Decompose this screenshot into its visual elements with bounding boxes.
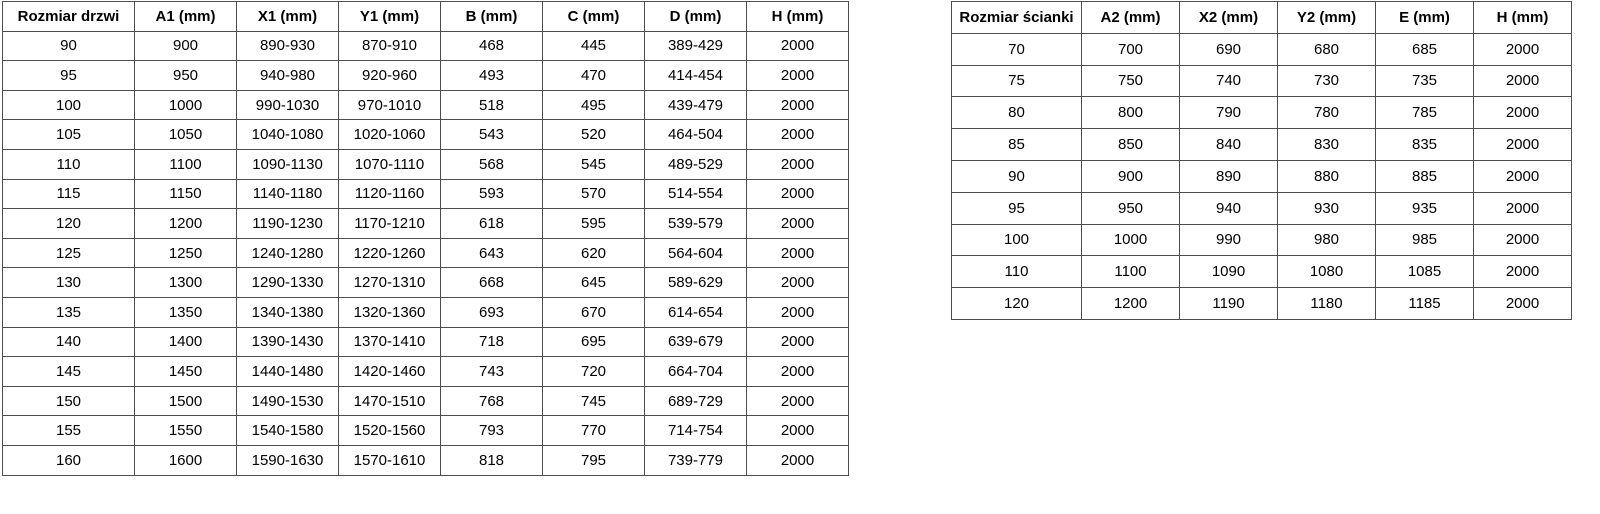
table-cell: 793	[441, 416, 543, 446]
table-cell: 785	[1376, 97, 1474, 129]
table-cell: 818	[441, 445, 543, 475]
table-cell: 930	[1278, 192, 1376, 224]
table-cell: 668	[441, 268, 543, 298]
table-cell: 514-554	[645, 179, 747, 209]
table-cell: 780	[1278, 97, 1376, 129]
table-cell: 835	[1376, 129, 1474, 161]
table-cell: 2000	[747, 149, 849, 179]
table-cell: 2000	[1474, 160, 1572, 192]
table-cell: 768	[441, 386, 543, 416]
table-cell: 2000	[1474, 33, 1572, 65]
table-cell: 790	[1180, 97, 1278, 129]
table-cell: 543	[441, 120, 543, 150]
table-row	[3, 120, 849, 150]
table-cell: 110	[3, 149, 135, 179]
column-header: C (mm)	[543, 2, 645, 32]
table-cell: 2000	[1474, 224, 1572, 256]
table-cell: 739-779	[645, 445, 747, 475]
table-cell: 90	[952, 160, 1082, 192]
table-cell: 693	[441, 297, 543, 327]
table-row	[952, 33, 1572, 65]
table-cell: 1200	[135, 209, 237, 239]
table-row	[3, 357, 849, 387]
table-cell: 689-729	[645, 386, 747, 416]
column-header: Rozmiar ścianki	[952, 2, 1082, 34]
table-cell: 1120-1160	[339, 179, 441, 209]
table-cell: 990-1030	[237, 90, 339, 120]
table-cell: 935	[1376, 192, 1474, 224]
column-header: Y1 (mm)	[339, 2, 441, 32]
table-cell: 140	[3, 327, 135, 357]
table-cell: 1190-1230	[237, 209, 339, 239]
table-cell: 115	[3, 179, 135, 209]
table-cell: 589-629	[645, 268, 747, 298]
table-cell: 1320-1360	[339, 297, 441, 327]
table-cell: 614-654	[645, 297, 747, 327]
wall-sizes-table	[951, 1, 1572, 320]
table-cell: 2000	[747, 268, 849, 298]
table-cell: 100	[952, 224, 1082, 256]
table-cell: 439-479	[645, 90, 747, 120]
table-cell: 830	[1278, 129, 1376, 161]
table-cell: 1420-1460	[339, 357, 441, 387]
table-row	[3, 179, 849, 209]
table-cell: 1300	[135, 268, 237, 298]
table-cell: 595	[543, 209, 645, 239]
table-cell: 1190	[1180, 288, 1278, 320]
table-cell: 950	[1082, 192, 1180, 224]
table-cell: 1240-1280	[237, 238, 339, 268]
table-cell: 1600	[135, 445, 237, 475]
table-cell: 2000	[747, 445, 849, 475]
table-row	[3, 209, 849, 239]
table-cell: 2000	[1474, 288, 1572, 320]
table-cell: 2000	[747, 61, 849, 91]
table-cell: 468	[441, 31, 543, 61]
table-cell: 160	[3, 445, 135, 475]
table-cell: 80	[952, 97, 1082, 129]
table-cell: 639-679	[645, 327, 747, 357]
table-cell: 664-704	[645, 357, 747, 387]
table-cell: 1450	[135, 357, 237, 387]
table-cell: 970-1010	[339, 90, 441, 120]
table-cell: 1050	[135, 120, 237, 150]
table-cell: 100	[3, 90, 135, 120]
table-cell: 1185	[1376, 288, 1474, 320]
table-cell: 1400	[135, 327, 237, 357]
table-cell: 464-504	[645, 120, 747, 150]
table-cell: 593	[441, 179, 543, 209]
table-cell: 1070-1110	[339, 149, 441, 179]
table-row	[3, 31, 849, 61]
table-cell: 1000	[1082, 224, 1180, 256]
table-cell: 70	[952, 33, 1082, 65]
table-cell: 730	[1278, 65, 1376, 97]
table-cell: 1040-1080	[237, 120, 339, 150]
table-cell: 539-579	[645, 209, 747, 239]
table-cell: 1220-1260	[339, 238, 441, 268]
table-cell: 1090	[1180, 256, 1278, 288]
table-cell: 520	[543, 120, 645, 150]
table-cell: 800	[1082, 97, 1180, 129]
table-cell: 135	[3, 297, 135, 327]
column-header: B (mm)	[441, 2, 543, 32]
table-cell: 850	[1082, 129, 1180, 161]
table-cell: 545	[543, 149, 645, 179]
table-row	[3, 268, 849, 298]
table-cell: 770	[543, 416, 645, 446]
table-cell: 2000	[747, 386, 849, 416]
column-header: X2 (mm)	[1180, 2, 1278, 34]
table-cell: 2000	[747, 297, 849, 327]
table-cell: 900	[135, 31, 237, 61]
table-cell: 495	[543, 90, 645, 120]
table-cell: 493	[441, 61, 543, 91]
table-cell: 2000	[747, 120, 849, 150]
table-cell: 564-604	[645, 238, 747, 268]
table-cell: 145	[3, 357, 135, 387]
table-row	[3, 386, 849, 416]
table-cell: 1340-1380	[237, 297, 339, 327]
table-cell: 1140-1180	[237, 179, 339, 209]
table-cell: 890	[1180, 160, 1278, 192]
table-cell: 680	[1278, 33, 1376, 65]
table-cell: 1090-1130	[237, 149, 339, 179]
table-cell: 1590-1630	[237, 445, 339, 475]
table-cell: 110	[952, 256, 1082, 288]
table-cell: 1520-1560	[339, 416, 441, 446]
table-row	[952, 256, 1572, 288]
table-cell: 2000	[1474, 129, 1572, 161]
table-cell: 1100	[135, 149, 237, 179]
table-cell: 2000	[1474, 192, 1572, 224]
table-cell: 1020-1060	[339, 120, 441, 150]
table-cell: 985	[1376, 224, 1474, 256]
table-cell: 720	[543, 357, 645, 387]
table-cell: 1350	[135, 297, 237, 327]
column-header: Y2 (mm)	[1278, 2, 1376, 34]
table-cell: 743	[441, 357, 543, 387]
table-cell: 980	[1278, 224, 1376, 256]
table-cell: 120	[952, 288, 1082, 320]
table-cell: 2000	[1474, 97, 1572, 129]
table-cell: 940	[1180, 192, 1278, 224]
table-row	[3, 416, 849, 446]
table-cell: 90	[3, 31, 135, 61]
table-cell: 670	[543, 297, 645, 327]
table-cell: 1200	[1082, 288, 1180, 320]
table-cell: 690	[1180, 33, 1278, 65]
table-cell: 718	[441, 327, 543, 357]
table-row	[952, 192, 1572, 224]
table-cell: 1170-1210	[339, 209, 441, 239]
table-cell: 1390-1430	[237, 327, 339, 357]
table-cell: 1470-1510	[339, 386, 441, 416]
table-cell: 1550	[135, 416, 237, 446]
table-row	[3, 61, 849, 91]
table-row	[952, 224, 1572, 256]
table-cell: 940-980	[237, 61, 339, 91]
table-cell: 1150	[135, 179, 237, 209]
table-row	[3, 238, 849, 268]
table-cell: 1250	[135, 238, 237, 268]
table-cell: 900	[1082, 160, 1180, 192]
door-sizes-table	[2, 1, 849, 476]
table-cell: 1370-1410	[339, 327, 441, 357]
table-cell: 620	[543, 238, 645, 268]
table-cell: 890-930	[237, 31, 339, 61]
table-cell: 2000	[1474, 256, 1572, 288]
table-cell: 570	[543, 179, 645, 209]
table-cell: 990	[1180, 224, 1278, 256]
table-row	[952, 160, 1572, 192]
column-header: E (mm)	[1376, 2, 1474, 34]
table-cell: 2000	[747, 209, 849, 239]
table-cell: 740	[1180, 65, 1278, 97]
table-cell: 1570-1610	[339, 445, 441, 475]
table-cell: 2000	[747, 31, 849, 61]
table-cell: 750	[1082, 65, 1180, 97]
table-cell: 445	[543, 31, 645, 61]
column-header: A1 (mm)	[135, 2, 237, 32]
table-cell: 125	[3, 238, 135, 268]
table-cell: 414-454	[645, 61, 747, 91]
table-cell: 75	[952, 65, 1082, 97]
table-cell: 1490-1530	[237, 386, 339, 416]
table-cell: 745	[543, 386, 645, 416]
table-cell: 840	[1180, 129, 1278, 161]
table-cell: 150	[3, 386, 135, 416]
column-header: Rozmiar drzwi	[3, 2, 135, 32]
table-cell: 2000	[747, 90, 849, 120]
table-cell: 95	[3, 61, 135, 91]
table-row	[952, 129, 1572, 161]
table-cell: 695	[543, 327, 645, 357]
table-cell: 685	[1376, 33, 1474, 65]
table-cell: 618	[441, 209, 543, 239]
column-header: A2 (mm)	[1082, 2, 1180, 34]
table-cell: 2000	[1474, 65, 1572, 97]
table-cell: 700	[1082, 33, 1180, 65]
table-cell: 950	[135, 61, 237, 91]
table-cell: 735	[1376, 65, 1474, 97]
column-header: H (mm)	[1474, 2, 1572, 34]
table-cell: 518	[441, 90, 543, 120]
table-cell: 470	[543, 61, 645, 91]
column-header: H (mm)	[747, 2, 849, 32]
table-cell: 1180	[1278, 288, 1376, 320]
table-cell: 645	[543, 268, 645, 298]
table-cell: 1540-1580	[237, 416, 339, 446]
table-cell: 1100	[1082, 256, 1180, 288]
table-row	[3, 327, 849, 357]
table-cell: 1270-1310	[339, 268, 441, 298]
table-cell: 870-910	[339, 31, 441, 61]
table-cell: 795	[543, 445, 645, 475]
table-cell: 120	[3, 209, 135, 239]
table-cell: 2000	[747, 357, 849, 387]
table-row	[3, 149, 849, 179]
table-row	[3, 90, 849, 120]
column-header: D (mm)	[645, 2, 747, 32]
table-cell: 1500	[135, 386, 237, 416]
wall-table-header-row	[952, 2, 1572, 34]
table-cell: 130	[3, 268, 135, 298]
table-cell: 568	[441, 149, 543, 179]
table-cell: 1080	[1278, 256, 1376, 288]
table-cell: 1290-1330	[237, 268, 339, 298]
table-cell: 1440-1480	[237, 357, 339, 387]
table-cell: 155	[3, 416, 135, 446]
table-cell: 389-429	[645, 31, 747, 61]
table-cell: 643	[441, 238, 543, 268]
table-cell: 2000	[747, 416, 849, 446]
table-cell: 85	[952, 129, 1082, 161]
column-header: X1 (mm)	[237, 2, 339, 32]
table-cell: 880	[1278, 160, 1376, 192]
table-cell: 1085	[1376, 256, 1474, 288]
table-row	[952, 288, 1572, 320]
table-cell: 1000	[135, 90, 237, 120]
table-cell: 885	[1376, 160, 1474, 192]
table-cell: 2000	[747, 179, 849, 209]
table-cell: 95	[952, 192, 1082, 224]
table-cell: 2000	[747, 238, 849, 268]
table-cell: 489-529	[645, 149, 747, 179]
table-row	[952, 65, 1572, 97]
door-table-header-row	[3, 2, 849, 32]
table-row	[952, 97, 1572, 129]
table-cell: 920-960	[339, 61, 441, 91]
table-row	[3, 445, 849, 475]
table-row	[3, 297, 849, 327]
table-cell: 2000	[747, 327, 849, 357]
table-cell: 105	[3, 120, 135, 150]
table-cell: 714-754	[645, 416, 747, 446]
